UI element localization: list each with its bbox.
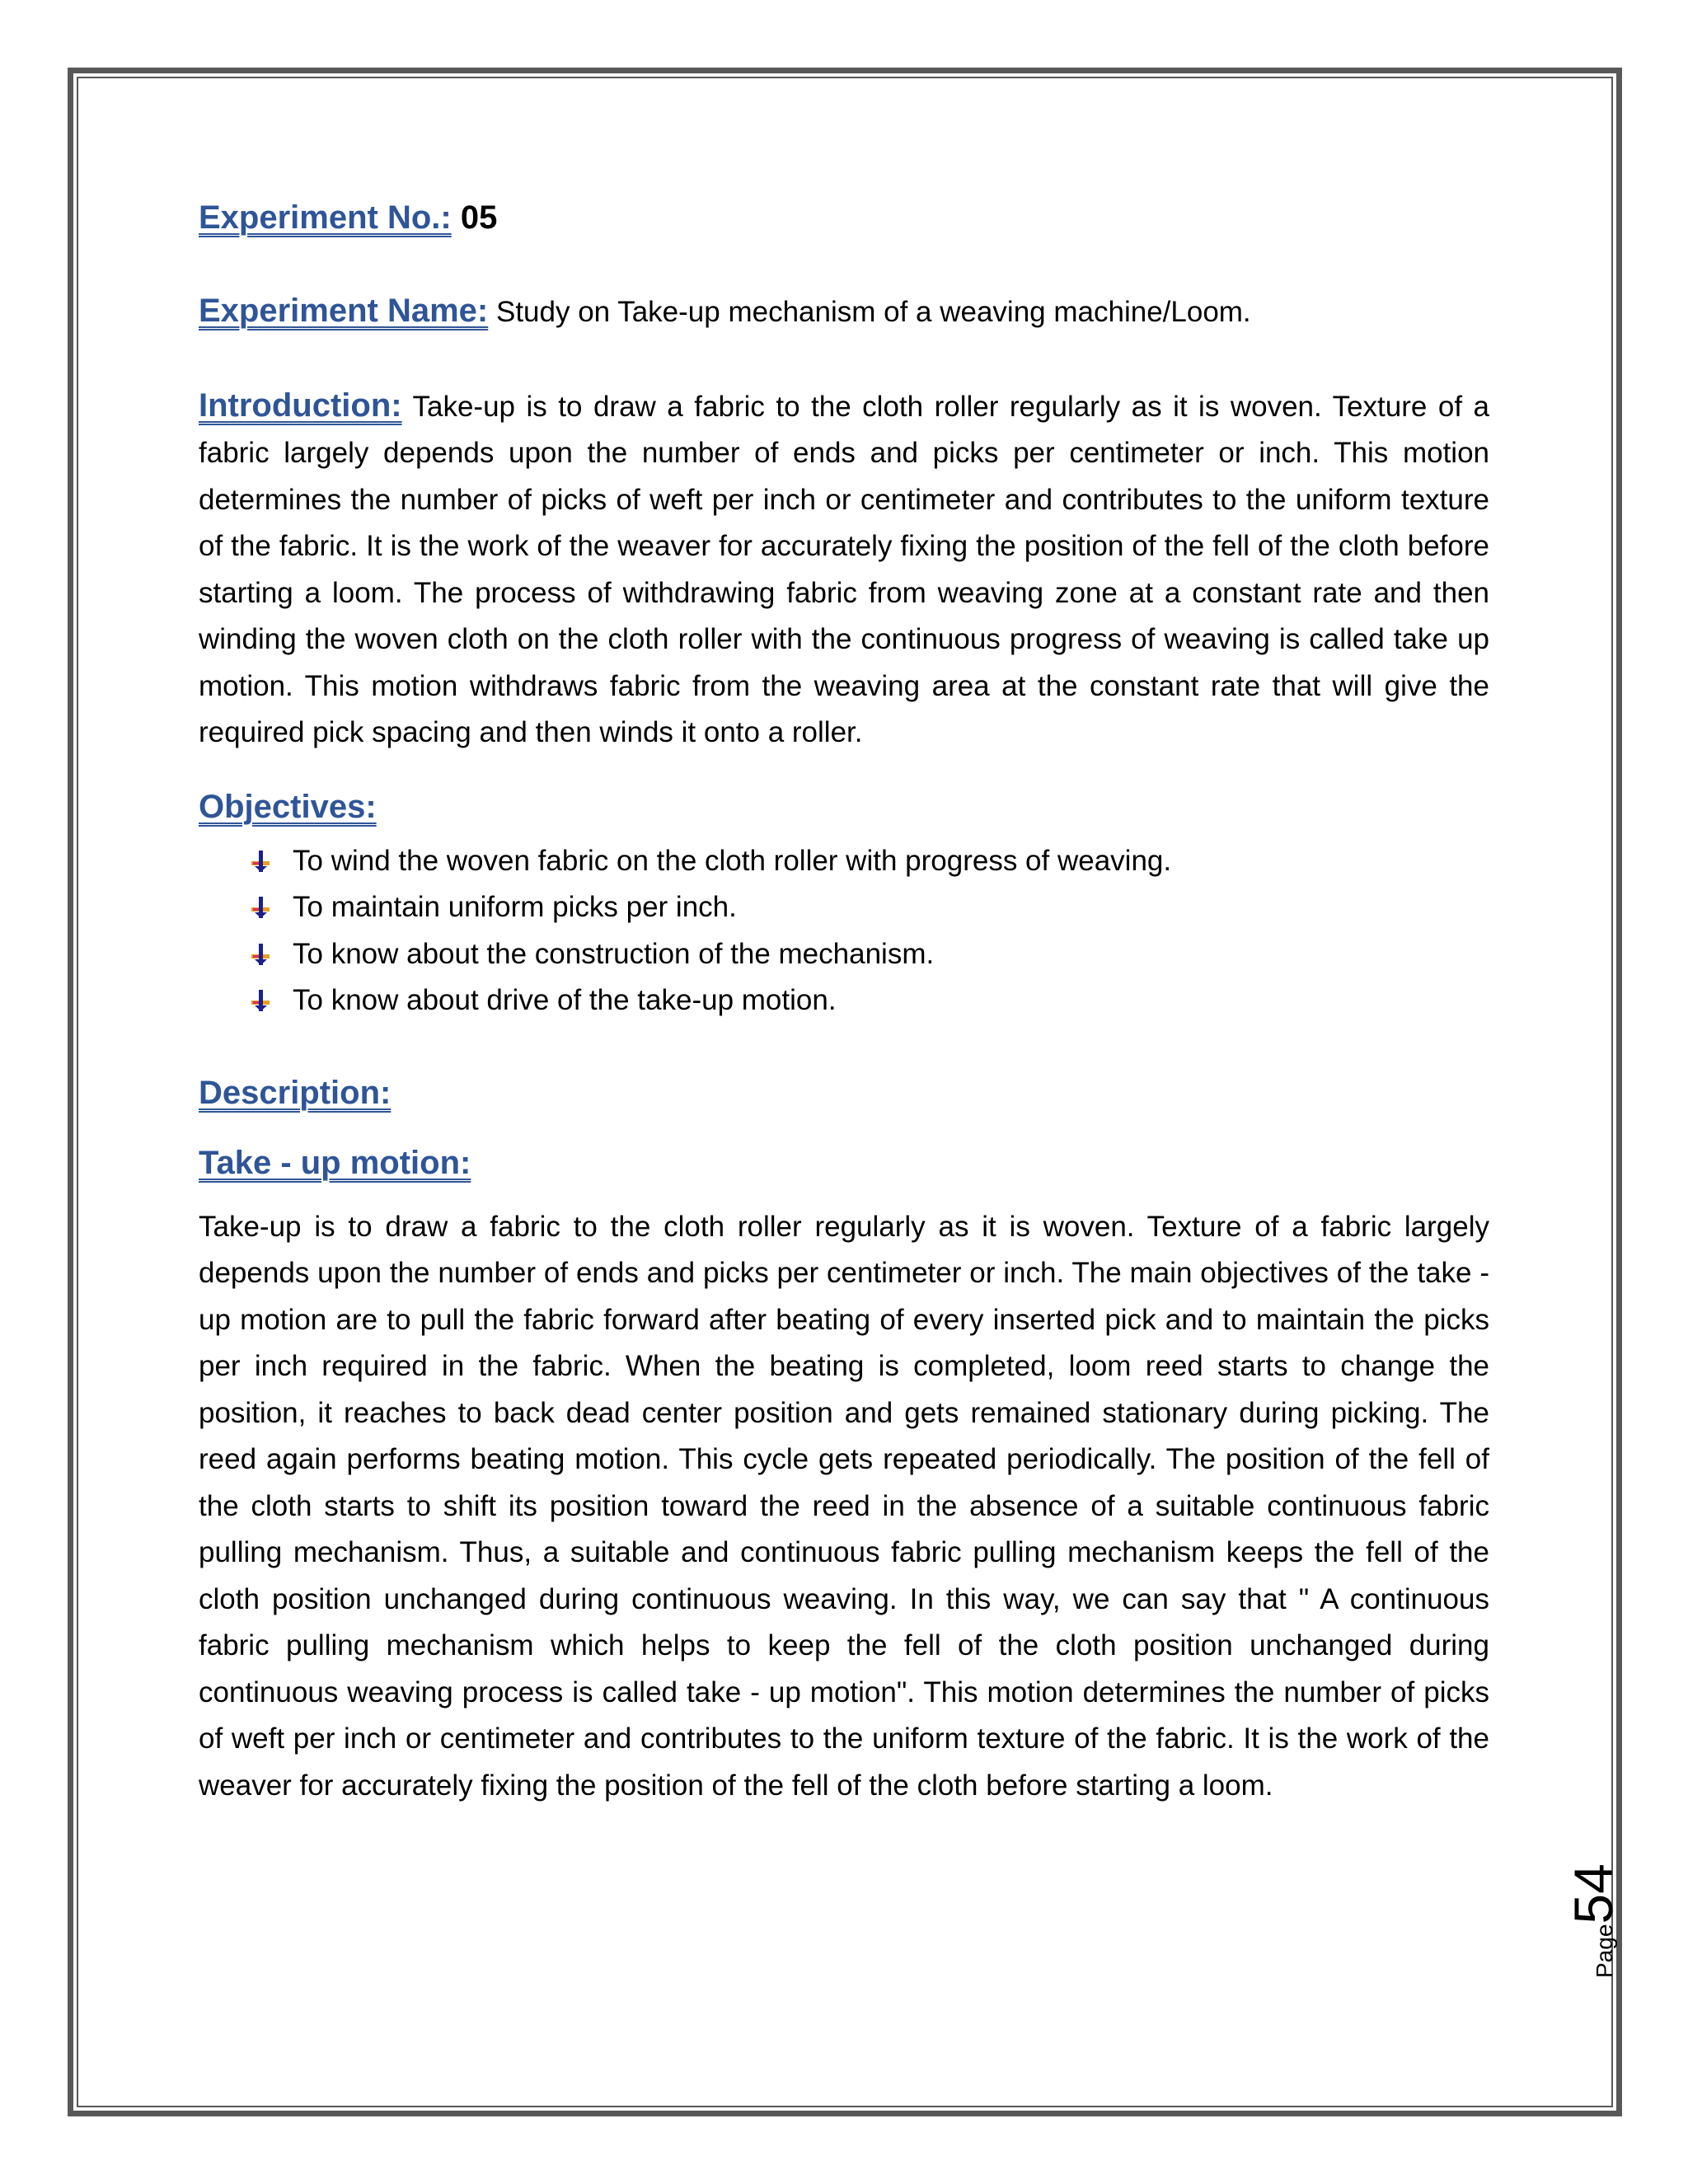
list-item (250, 931, 1489, 978)
introduction-label: Introduction: (199, 387, 402, 424)
experiment-name-label: Experiment Name: (199, 293, 489, 329)
page-number-label: Page (1592, 1924, 1617, 1978)
objectives-list (199, 838, 1489, 1024)
description-heading (199, 1070, 1489, 1116)
take-up-motion-heading (199, 1140, 1489, 1186)
experiment-number-line (199, 194, 1489, 241)
experiment-name-value: Study on Take-up mechanism of a weaving machine/Loom. (495, 296, 1251, 328)
objective-text: To know about the construction of the mechanism. (293, 937, 935, 970)
list-item (250, 977, 1489, 1024)
objectives-heading-text: Objectives: (199, 788, 377, 825)
arrow-down-bullet-icon (250, 896, 271, 919)
objective-text: To wind the woven fabric on the cloth roller with progress of weaving. (293, 844, 1172, 877)
arrow-down-bullet-icon (250, 850, 271, 873)
description-paragraph: Take-up is to draw a fabric to the cloth roller regularly as it is woven. Texture of a fabric largely depends upon the number of ends and picks per centimeter or inch. The main objectives of the take - up motion are to pull the fabric forward after beating of every inserted pick and to maintain the picks per inch required in the fabric. When the beating is completed, loom reed starts to change the position, it reaches to back dead center position and gets remained stationary during picking. The reed again performs beating motion. This cycle gets repeated periodically. The position of the fell of the cloth starts to shift its position toward the reed in the absence of a suitable continuous fabric pulling mechanism. Thus, a suitable and continuous fabric pulling mechanism keeps the fell of the cloth position unchanged during continuous weaving. In this way, we can say that " A continuous fabric pulling mechanism which helps to keep the fell of the cloth position unchanged during continuous weaving process is called take - up motion". This motion determines the number of picks of weft per inch or centimeter and contributes to the uniform texture of the fabric. It is the work of the weaver for accurately fixing the position of the fell of the cloth before starting a loom. (199, 1210, 1489, 1802)
list-item (250, 838, 1489, 885)
page-number (1563, 1863, 1624, 1978)
experiment-number-value: 05 (460, 199, 498, 236)
page-content (199, 194, 1489, 1809)
objective-text: To know about drive of the take-up motion. (293, 984, 837, 1016)
list-item (250, 884, 1489, 931)
experiment-name-line (199, 288, 1489, 336)
objectives-heading (199, 784, 1489, 830)
page-number-value: 54 (1563, 1863, 1624, 1924)
take-up-motion-heading-text: Take - up motion: (199, 1144, 471, 1181)
description-heading-text: Description: (199, 1074, 392, 1111)
experiment-number-label: Experiment No.: (199, 199, 452, 236)
objective-text: To maintain uniform picks per inch. (293, 891, 737, 923)
introduction-paragraph (199, 382, 1489, 757)
arrow-down-bullet-icon (250, 989, 271, 1012)
arrow-down-bullet-icon (250, 943, 271, 966)
introduction-text: Take-up is to draw a fabric to the cloth roller regularly as it is woven. Texture of a fabric largely depends upon the number of ends and picks per centimeter or inch. This motion determines the number of picks of weft per inch or centimeter and contributes to the uniform texture of the fabric. It is the work of the weaver for accurately fixing the position of the fell of the cloth before starting a loom. The process of withdrawing fabric from weaving zone at a constant rate and then winding the woven cloth on the cloth roller with the continuous progress of weaving is called take up motion. This motion withdraws fabric from the weaving area at the constant rate that will give the required pick spacing and then winds it onto a roller. (199, 390, 1490, 748)
